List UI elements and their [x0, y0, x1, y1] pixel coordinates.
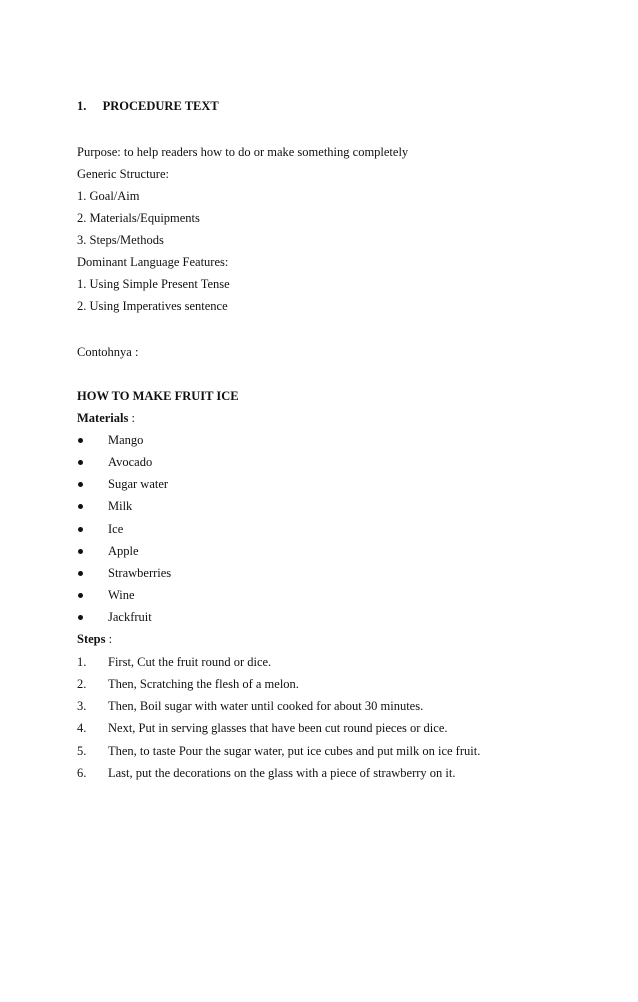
material-text: Milk — [108, 499, 133, 513]
section-title: PROCEDURE TEXT — [102, 99, 219, 113]
recipe-title: HOW TO MAKE FRUIT ICE — [77, 389, 239, 403]
structure-item: 1. Goal/Aim — [77, 189, 140, 203]
bullet-icon — [78, 593, 83, 598]
bullet-icon — [78, 460, 83, 465]
bullet-icon — [78, 615, 83, 620]
material-text: Sugar water — [108, 477, 169, 491]
steps-heading — [77, 631, 112, 647]
bullet-icon — [78, 571, 83, 576]
example-label: Contohnya : — [77, 345, 139, 359]
material-text: Avocado — [108, 455, 153, 469]
features-label: Dominant Language Features: — [77, 255, 229, 269]
step-text: Then, Scratching the flesh of a melon. — [108, 677, 299, 691]
structure-item: 3. Steps/Methods — [77, 233, 164, 247]
step-text: Then, Boil sugar with water until cooked for about 30 minutes. — [108, 699, 424, 713]
steps-colon: : — [105, 632, 113, 646]
material-text: Apple — [108, 544, 139, 558]
step-text: Next, Put in serving glasses that have been cut round pieces or dice. — [108, 721, 448, 735]
material-text: Jackfruit — [108, 610, 152, 624]
bullet-icon — [78, 504, 83, 509]
step-number: 4. — [77, 721, 87, 735]
step-text: Last, put the decorations on the glass with a piece of strawberry on it. — [108, 766, 456, 780]
bullet-icon — [78, 482, 83, 487]
step-text: Then, to taste Pour the sugar water, put ice cubes and put milk on ice fruit. — [108, 744, 481, 758]
material-text: Ice — [108, 522, 124, 536]
bullet-icon — [78, 549, 83, 554]
step-text: First, Cut the fruit round or dice. — [108, 655, 272, 669]
materials-colon: : — [128, 411, 135, 425]
steps-label: Steps — [77, 632, 106, 646]
step-number: 2. — [77, 677, 87, 691]
feature-item: 1. Using Simple Present Tense — [77, 277, 230, 291]
structure-item: 2. Materials/Equipments — [77, 211, 200, 225]
section-number: 1. — [77, 99, 87, 113]
section-heading — [77, 98, 219, 114]
feature-item: 2. Using Imperatives sentence — [77, 299, 228, 313]
bullet-icon — [78, 438, 83, 443]
materials-label: Materials — [77, 411, 129, 425]
materials-heading — [77, 410, 135, 426]
step-number: 5. — [77, 744, 87, 758]
material-text: Mango — [108, 433, 144, 447]
material-text: Strawberries — [108, 566, 172, 580]
bullet-icon — [78, 527, 83, 532]
step-number: 1. — [77, 655, 87, 669]
generic-structure-label: Generic Structure: — [77, 167, 169, 181]
step-number: 6. — [77, 766, 87, 780]
purpose-text: Purpose: to help readers how to do or make something completely — [77, 145, 409, 159]
step-number: 3. — [77, 699, 87, 713]
material-text: Wine — [108, 588, 135, 602]
